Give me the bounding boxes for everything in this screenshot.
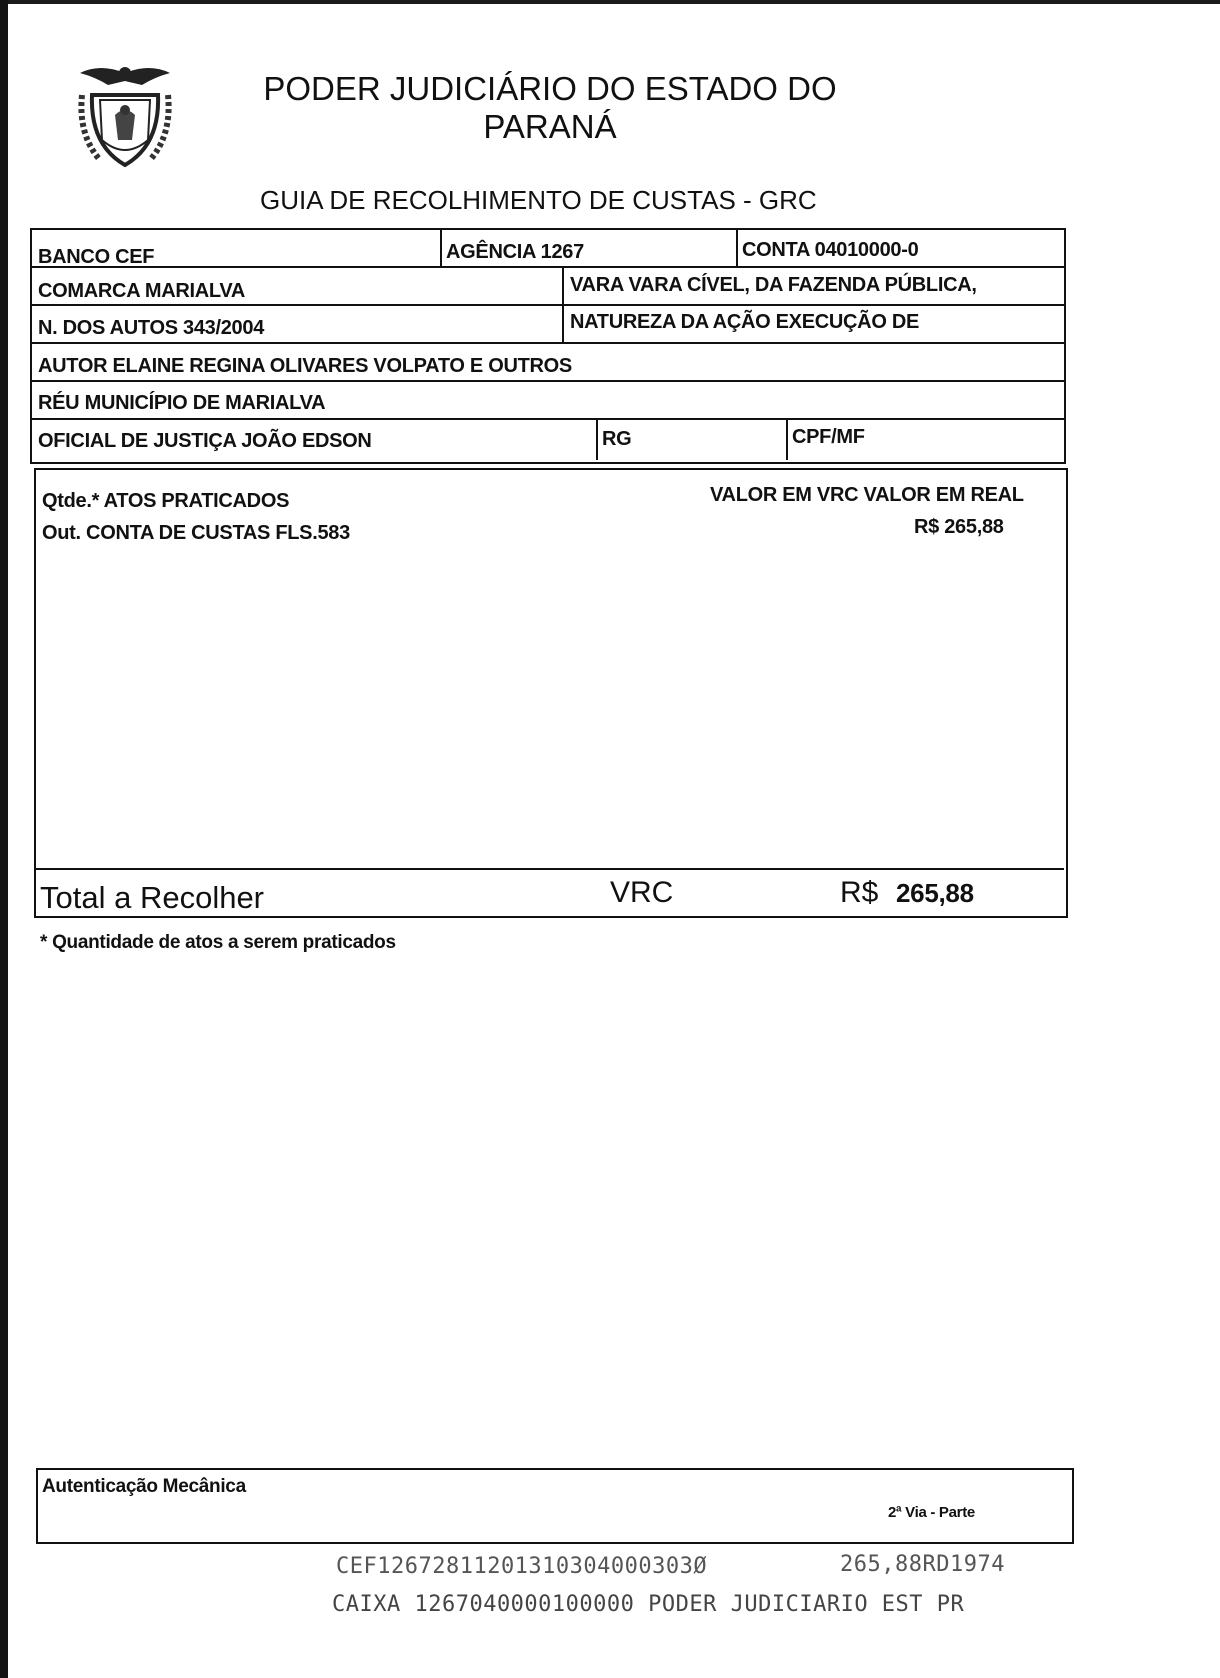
court-name-line1: PODER JUDICIÁRIO DO ESTADO DO xyxy=(263,70,837,107)
cpf-field: CPF/MF xyxy=(792,426,865,448)
col-divider xyxy=(786,418,788,460)
scan-edge-left xyxy=(0,0,8,1678)
parana-coat-of-arms-seal xyxy=(70,55,180,175)
district-field: COMARCA MARIALVA xyxy=(38,280,246,302)
act-row-value: R$ 265,88 xyxy=(914,516,1004,538)
form-title: GUIA DE RECOLHIMENTO DE CUSTAS - GRC xyxy=(260,185,817,215)
footnote: * Quantidade de atos a serem praticados xyxy=(40,932,396,953)
stamp-line2: CAIXA 1267040000100000 PODER JUDICIARIO EST PR xyxy=(332,1592,965,1617)
col-divider xyxy=(596,418,598,460)
scan-edge-top xyxy=(8,0,1220,4)
action-nature-field: NATUREZA DA AÇÃO EXECUÇÃO DE xyxy=(570,311,920,333)
agency-field: AGÊNCIA 1267 xyxy=(446,241,584,263)
total-amount: 265,88 xyxy=(896,878,974,908)
plaintiff-field: AUTOR ELAINE REGINA OLIVARES VOLPATO E OUTROS xyxy=(38,355,572,377)
defendant-field: RÉU MUNICÍPIO DE MARIALVA xyxy=(38,392,326,414)
row-divider xyxy=(30,418,1066,420)
total-vrc-label: VRC xyxy=(610,876,674,909)
acts-header-right: VALOR EM VRC VALOR EM REAL xyxy=(710,484,1024,506)
bailiff-field: OFICIAL DE JUSTIÇA JOÃO EDSON xyxy=(38,430,372,452)
total-currency: R$ xyxy=(840,876,879,909)
row-divider xyxy=(30,342,1066,344)
col-divider xyxy=(562,266,564,342)
row-divider xyxy=(30,304,1066,306)
court-name-line2: PARANÁ xyxy=(483,108,617,145)
account-field: CONTA 04010000-0 xyxy=(742,239,919,261)
copy-designation: 2ª Via - Parte xyxy=(888,1504,975,1521)
stamp-line1-code: CEF12672811201310304000303Ø xyxy=(336,1554,708,1579)
rg-field: RG xyxy=(602,428,632,450)
authentication-label: Autenticação Mecânica xyxy=(42,1476,246,1497)
acts-header-left: Qtde.* ATOS PRATICADOS xyxy=(42,490,290,512)
total-label: Total a Recolher xyxy=(40,880,265,915)
act-row-description: Out. CONTA DE CUSTAS FLS.583 xyxy=(42,522,350,544)
court-name xyxy=(240,70,860,146)
col-divider xyxy=(736,228,738,266)
row-divider xyxy=(30,266,1066,268)
bank-field: BANCO CEF xyxy=(38,246,155,268)
stamp-line1-amount: 265,88RD1974 xyxy=(840,1552,1005,1577)
col-divider xyxy=(440,228,442,266)
total-divider xyxy=(36,868,1064,870)
court-division-field: VARA VARA CÍVEL, DA FAZENDA PÚBLICA, xyxy=(570,274,977,296)
row-divider xyxy=(30,380,1066,382)
case-number-field: N. DOS AUTOS 343/2004 xyxy=(38,317,265,339)
